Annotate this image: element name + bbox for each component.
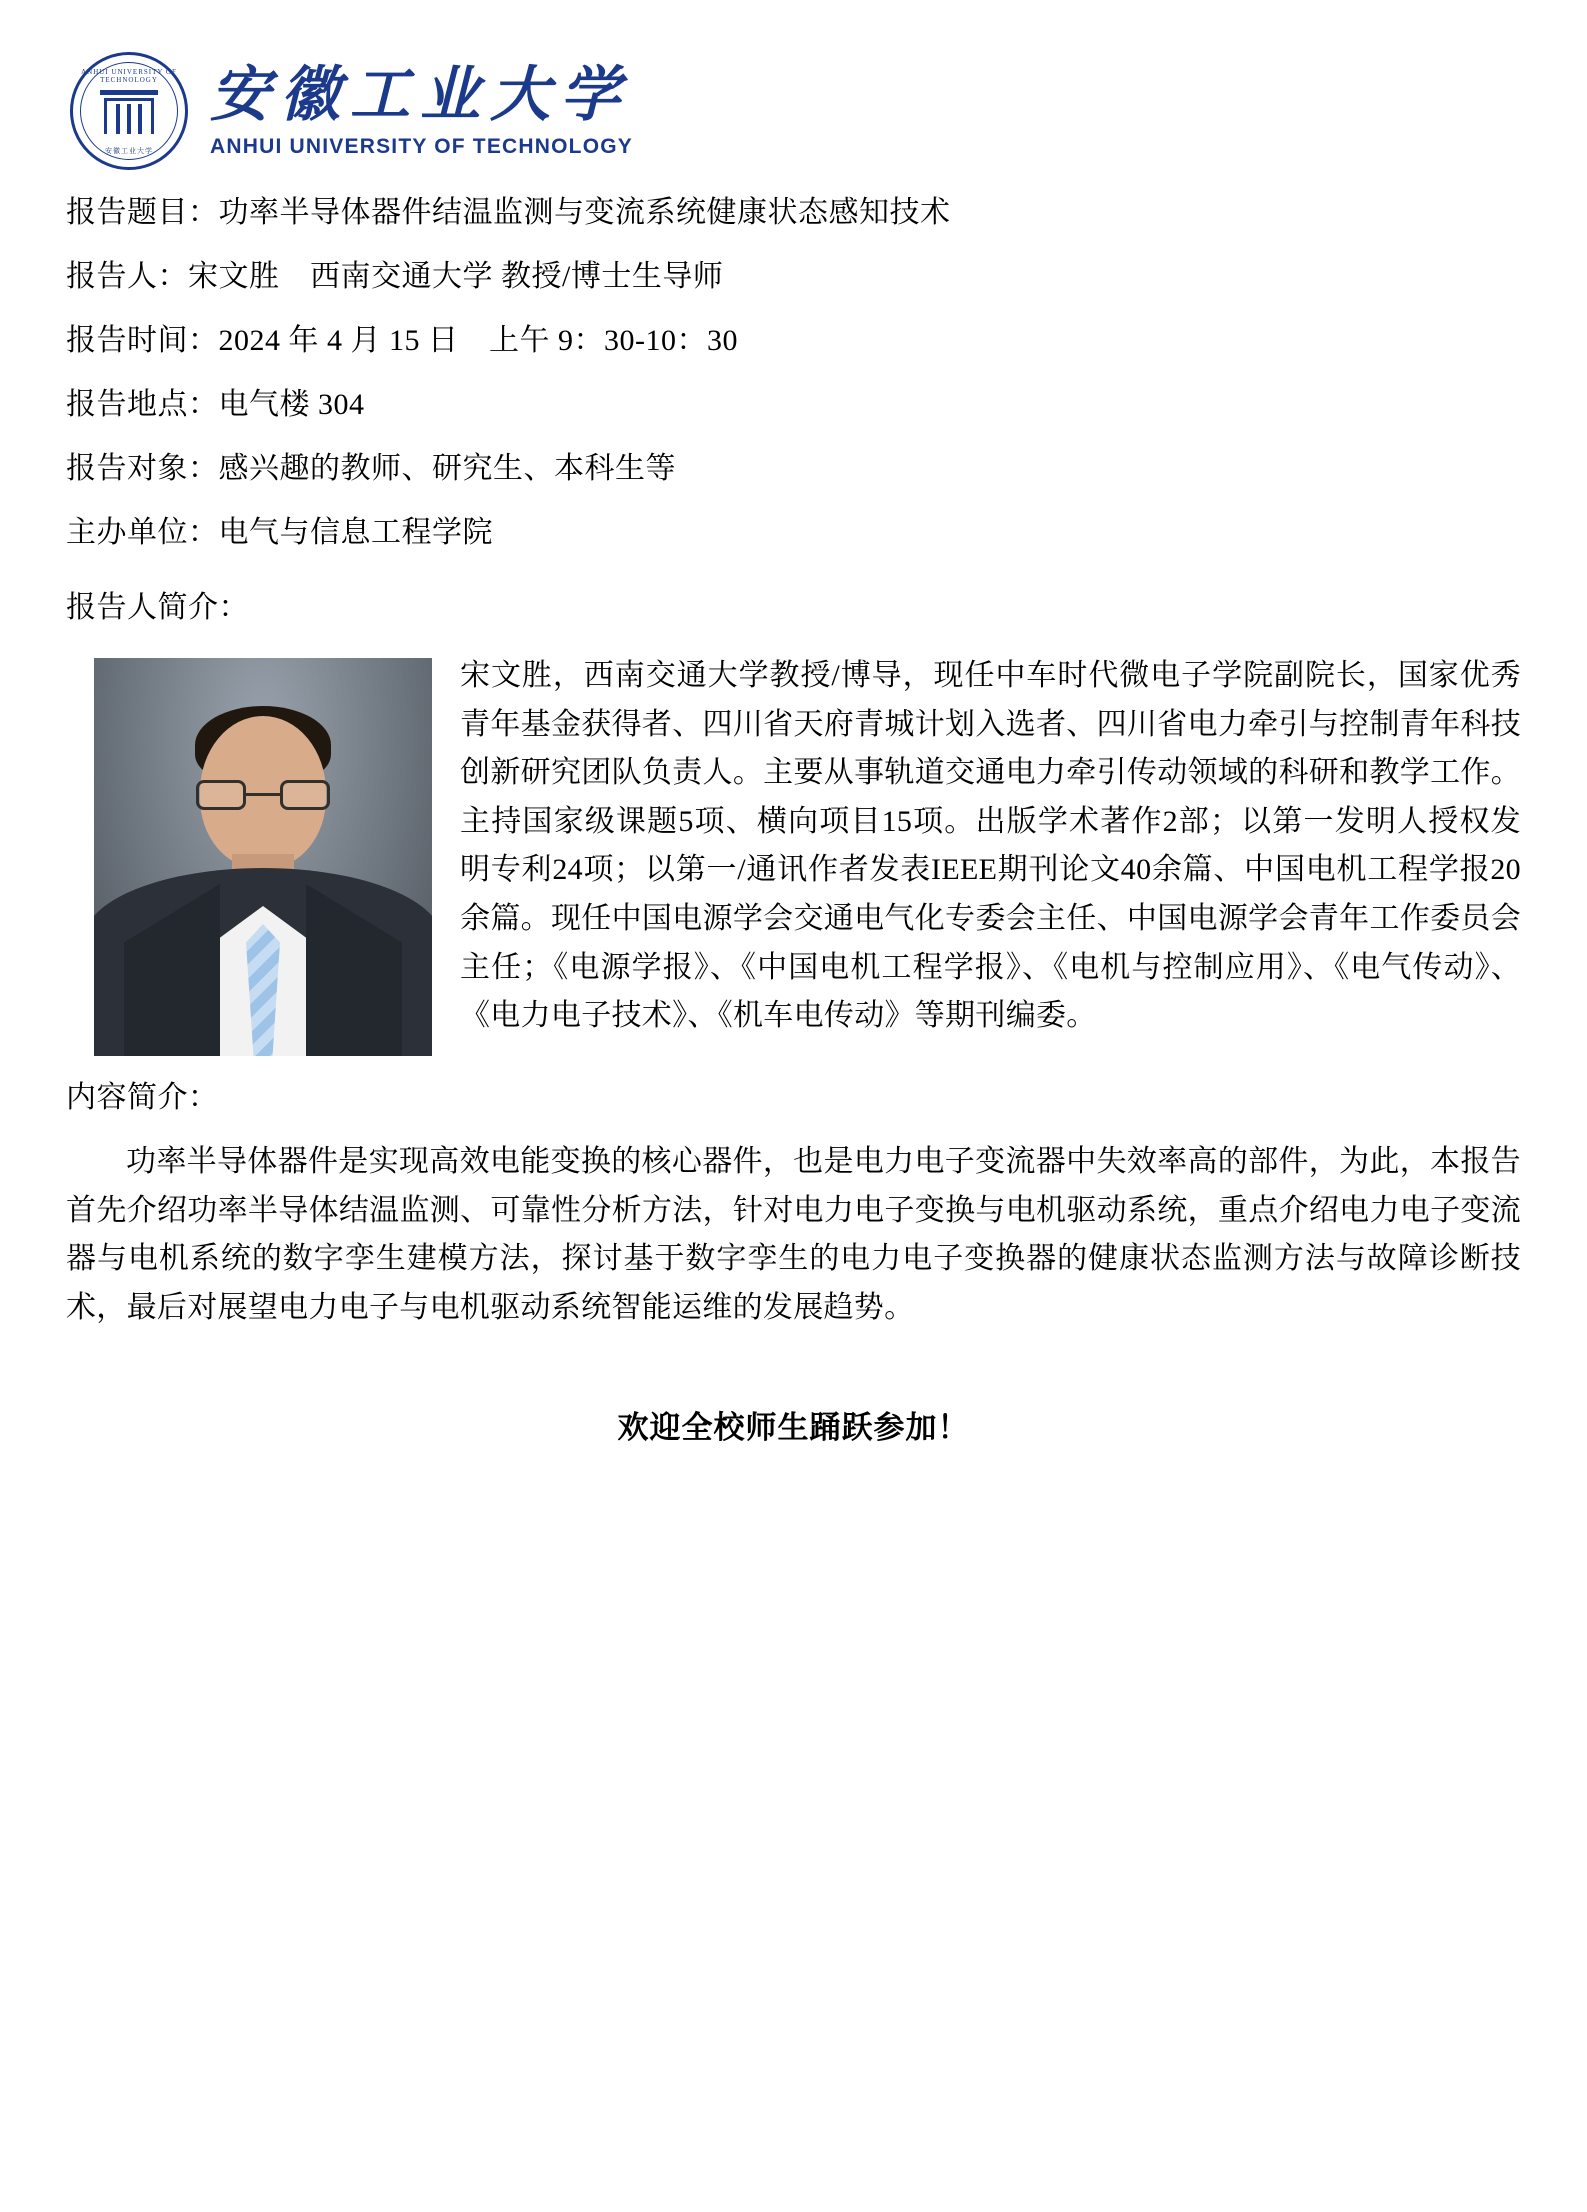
lecture-organizer-line: 主办单位：电气与信息工程学院: [66, 516, 493, 549]
lecture-audience-line: 报告对象：感兴趣的教师、研究生、本科生等: [66, 452, 676, 485]
university-header: [66, 52, 1521, 170]
university-name-cn: 安徽工业大学: [210, 61, 630, 128]
lecture-time-line: 报告时间：2024 年 4 月 15 日 上午 9：30-10：30: [66, 324, 738, 357]
content-intro-block: [66, 1072, 1521, 1332]
welcome-footer: 欢迎全校师生踊跃参加！: [617, 1410, 970, 1446]
content-intro-label: 内容简介：: [66, 1081, 219, 1114]
speaker-bio-label: 报告人简介：: [66, 591, 249, 624]
speaker-portrait-image: [94, 658, 432, 1056]
speaker-bio-text: 宋文胜，西南交通大学教授/博导，现任中车时代微电子学院副院长，国家优秀青年基金获得者、四川省天府青城计划入选者、四川省电力牵引与控制青年科技创新研究团队负责人。主要从事轨道交通电力牵引传动领域的科研和教学工作。主持国家级课题5项、横向项目15项。出版学术著作2部；以第一发明人授权发明专利24项；以第一/通讯作者发表IEEE期刊论文40余篇、中国电机工程学报20余篇。现任中国电源学会交通电气化专委会主任、中国电源学会青年工作委员会主任；《电源学报》、《中国电机工程学报》、《电机与控制应用》、《电气传动》、《电力电子技术》、《机车电传动》等期刊编委。: [460, 659, 1521, 1033]
content-intro-text: 功率半导体器件是实现高效电能变换的核心器件，也是电力电子变流器中失效率高的部件，为此，本报告首先介绍功率半导体结温监测、可靠性分析方法，针对电力电子变换与电机驱动系统，重点介绍电力电子变流器与电机系统的数字孪生建模方法，探讨基于数字孪生的电力电子变换器的健康状态监测方法与故障诊断技术，最后对展望电力电子与电机驱动系统智能运维的发展趋势。: [66, 1145, 1521, 1324]
lecture-place-line: 报告地点：电气楼 304: [66, 388, 365, 421]
lecture-title-line: 报告题目：功率半导体器件结温监测与变流系统健康状态感知技术: [66, 196, 951, 229]
university-wordmark: [210, 61, 633, 159]
university-name-en: ANHUI UNIVERSITY OF TECHNOLOGY: [210, 134, 633, 158]
speaker-bio-block: [66, 652, 1521, 1062]
seal-emblem-icon: [104, 88, 154, 134]
seal-arc-top-text: ANHUI UNIVERSITY OF TECHNOLOGY: [81, 68, 177, 84]
university-seal-icon: [70, 52, 188, 170]
lecture-speaker-line: 报告人：宋文胜 西南交通大学 教授/博士生导师: [66, 260, 724, 293]
seal-arc-bottom-text: 安徽工业大学: [105, 147, 153, 155]
